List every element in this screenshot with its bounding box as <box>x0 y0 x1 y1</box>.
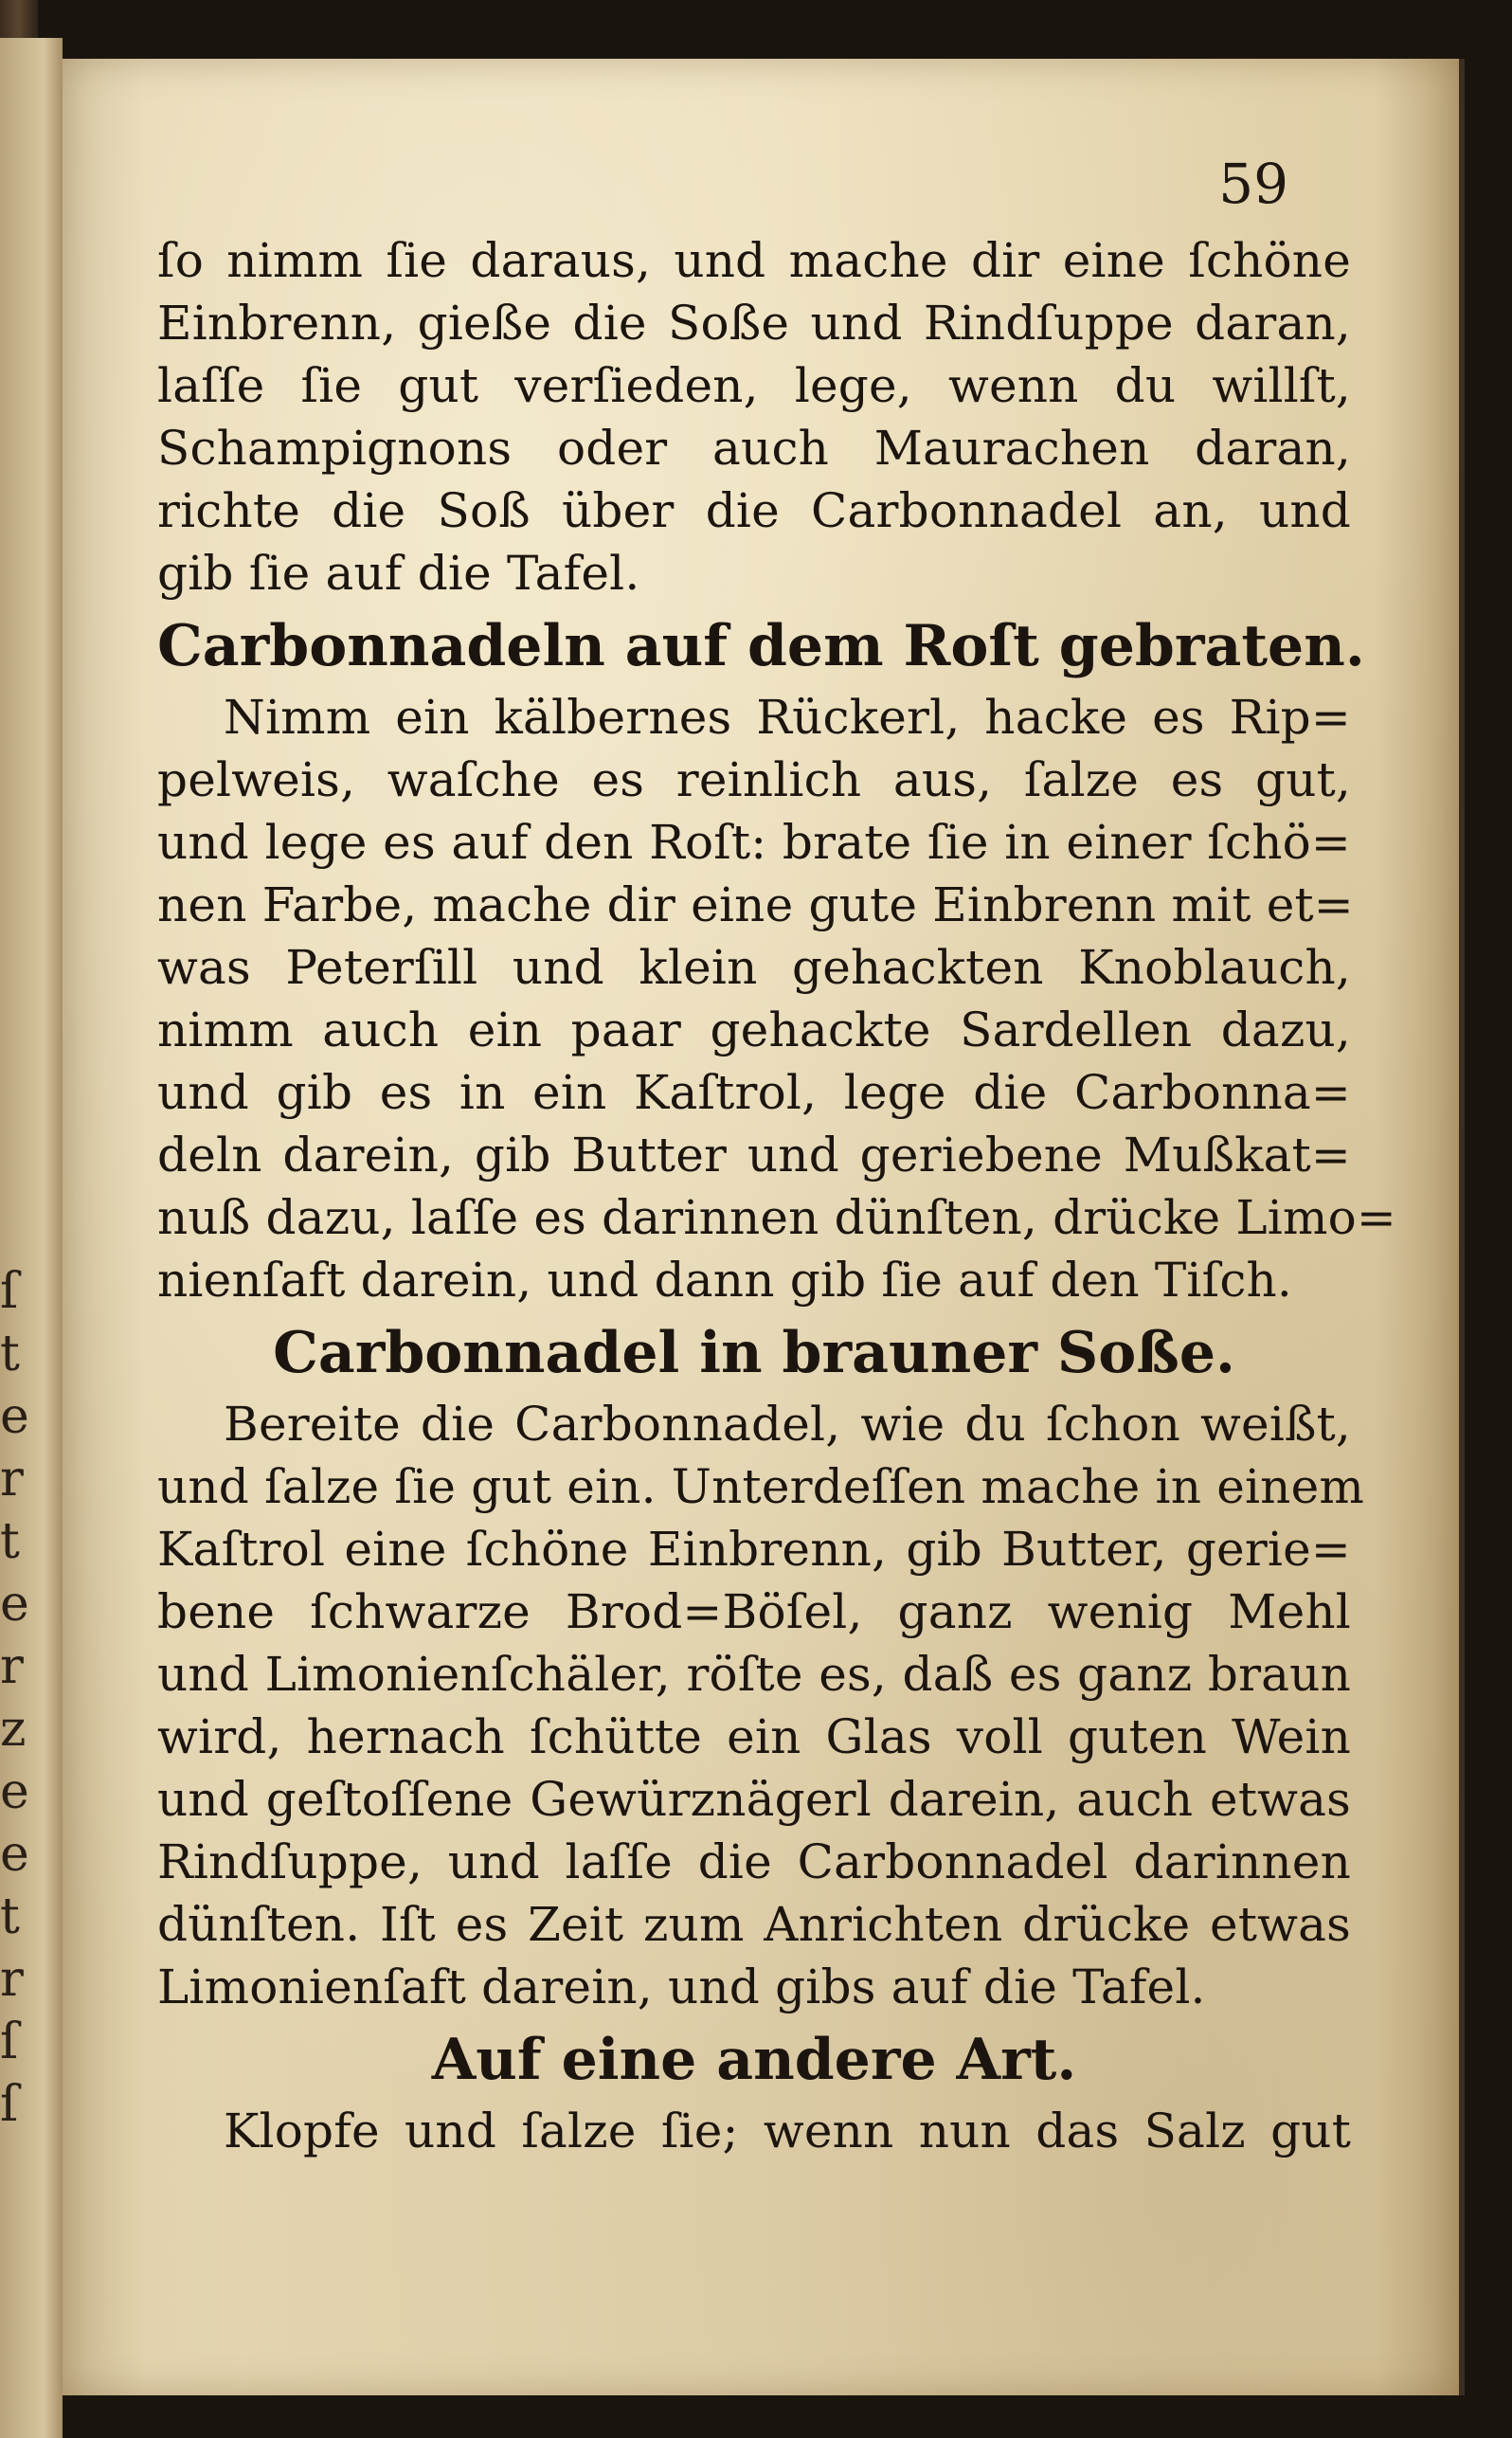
margin-mark: t <box>0 1513 20 1570</box>
text-line: Kaſtrol eine ſchöne Einbrenn, gib Butter, gerie= <box>157 1522 1351 1577</box>
margin-mark: e <box>0 1388 29 1445</box>
recipe-heading: Auf eine andere Art. <box>431 2027 1077 2093</box>
previous-page-letters <box>0 1260 28 2136</box>
text-line: wird, hernach ſchütte ein Glas voll guten Wein <box>157 1709 1351 1764</box>
page-number: 59 <box>1218 152 1288 216</box>
text-line: und geſtoſſene Gewürznägerl darein, auch etwas <box>157 1772 1351 1827</box>
previous-page-edge <box>0 38 63 2438</box>
margin-mark: e <box>0 1576 29 1633</box>
text-line: nimm auch ein paar gehackte Sardellen dazu, <box>157 1002 1351 1057</box>
text-line: gib ſie auf die Tafel. <box>157 546 640 601</box>
text-line: und Limonienſchäler, röſte es, daß es ganz braun <box>157 1647 1351 1702</box>
recipe-heading: Carbonnadeln auf dem Roſt gebraten. <box>157 613 1365 679</box>
text-line: Limonienſaft darein, und gibs auf die Tafel. <box>157 1959 1206 2014</box>
section-continuation <box>157 229 1351 605</box>
text-line: dünſten. Iſt es Zeit zum Anrichten drücke etwas <box>157 1897 1351 1952</box>
margin-mark: ſ <box>0 1263 19 1320</box>
margin-mark: e <box>0 1826 29 1883</box>
page-text <box>157 229 1396 2162</box>
text-line: ſo nimm ſie daraus, und mache dir eine ſchöne <box>157 233 1351 288</box>
margin-mark: z <box>0 1701 27 1758</box>
text-line: Einbrenn, gieße die Soße und Rindſuppe daran, <box>157 296 1351 351</box>
recipe-heading: Carbonnadel in brauner Soße. <box>273 1320 1235 1386</box>
margin-mark: ſ <box>0 2076 19 2133</box>
text-line: Bereite die Carbonnadel, wie du ſchon weißt, <box>224 1397 1351 1452</box>
text-line: bene ſchwarze Brod=Böſel, ganz wenig Mehl <box>157 1584 1351 1639</box>
margin-mark: e <box>0 1763 29 1820</box>
text-line: deln darein, gib Butter und geriebene Mußkat= <box>157 1128 1351 1183</box>
text-line: richte die Soß über die Carbonnadel an, und <box>157 483 1351 538</box>
text-line: was Peterſill und klein gehackten Knoblauch, <box>157 940 1351 995</box>
section-brown-sauce <box>157 1317 1364 2018</box>
text-line: nienſaft darein, und dann gib ſie auf den Tiſch. <box>157 1253 1293 1308</box>
text-line: und gib es in ein Kaſtrol, lege die Carbonna= <box>157 1065 1351 1120</box>
text-line: Rindſuppe, und laſſe die Carbonnadel darinnen <box>157 1834 1351 1889</box>
section-roast <box>157 610 1396 1311</box>
text-line: nuß dazu, laſſe es darinnen dünſten, drücke Limo= <box>157 1190 1396 1245</box>
margin-mark: r <box>0 1951 24 2008</box>
text-line: Klopfe und ſalze ſie; wenn nun das Salz gut <box>224 2104 1351 2158</box>
text-line: Nimm ein kälbernes Rückerl, hacke es Rip= <box>224 690 1351 745</box>
text-line: Schampignons oder auch Maurachen daran, <box>157 421 1351 476</box>
margin-mark: r <box>0 1451 24 1508</box>
margin-mark: ſ <box>0 2014 19 2070</box>
section-other-way <box>157 2024 1351 2162</box>
margin-mark: r <box>0 1638 24 1695</box>
text-line: laſſe ſie gut verſieden, lege, wenn du willſt, <box>157 358 1351 413</box>
margin-mark: t <box>0 1326 20 1382</box>
text-line: nen Farbe, mache dir eine gute Einbrenn mit et= <box>157 877 1354 932</box>
text-line: pelweis, waſche es reinlich aus, ſalze es gut, <box>157 752 1351 807</box>
margin-mark: t <box>0 1888 20 1945</box>
text-line: und lege es auf den Roſt: brate ſie in einer ſchö= <box>157 815 1351 870</box>
book-page <box>63 59 1465 2395</box>
text-line: und ſalze ſie gut ein. Unterdeſſen mache in einem <box>157 1459 1364 1514</box>
